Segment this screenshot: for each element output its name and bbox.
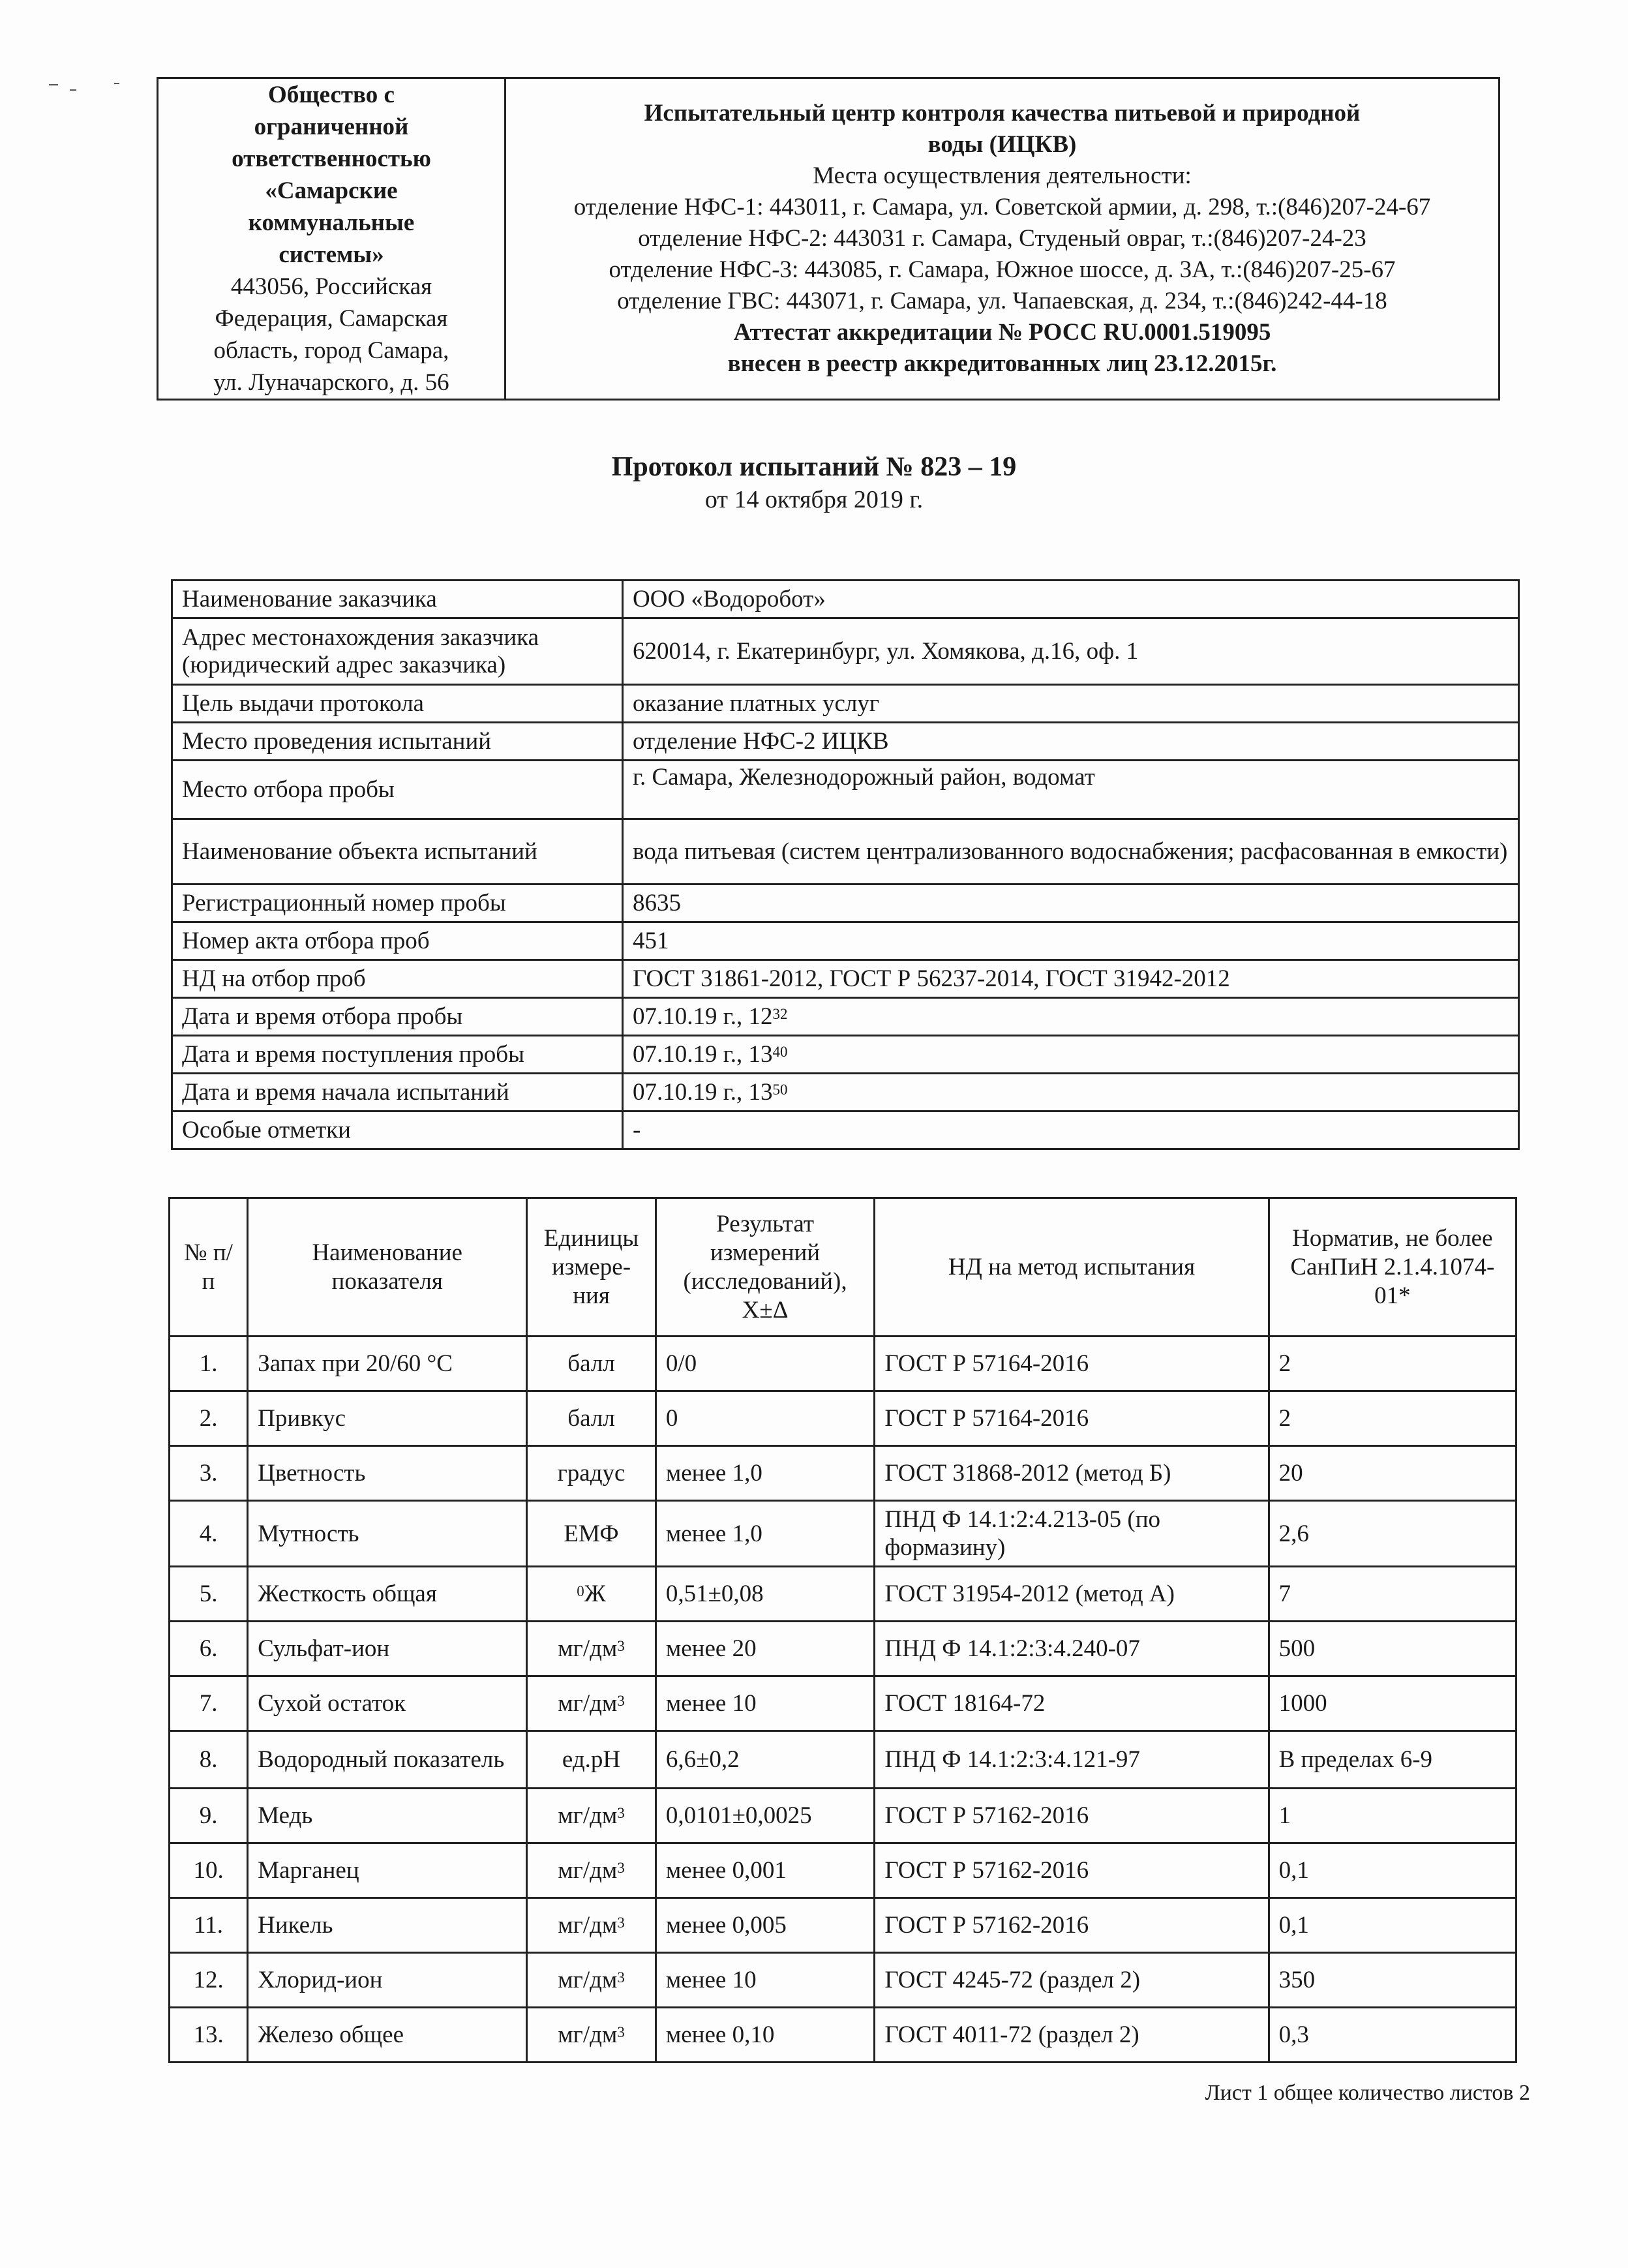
info-value — [623, 998, 1519, 1036]
info-value-text: 07.10.19 г., 13 — [633, 1078, 773, 1106]
row-number: 2. — [170, 1391, 248, 1446]
org-name-line: коммунальные — [248, 209, 415, 236]
indicator-name: Медь — [248, 1789, 527, 1843]
accreditation-line: Аттестат аккредитации № РОСС RU.0001.519095 — [733, 319, 1271, 346]
indicator-name: Привкус — [248, 1391, 527, 1446]
info-row — [172, 1036, 1519, 1074]
norm-value: 350 — [1269, 1953, 1516, 2008]
result-value: 0 — [656, 1391, 874, 1446]
info-value-text: оказание платных услуг — [633, 689, 880, 717]
info-row — [172, 1074, 1519, 1111]
indicator-name: Цветность — [248, 1446, 527, 1501]
info-row — [172, 960, 1519, 998]
unit — [527, 1789, 656, 1843]
indicator-name: Сухой остаток — [248, 1676, 527, 1731]
org-name-line: ответственностью — [232, 145, 431, 172]
unit-exponent: 3 — [617, 1805, 625, 1821]
row-number: 13. — [170, 2008, 248, 2063]
result-value: 0,0101±0,0025 — [656, 1789, 874, 1843]
indicator-name: Никель — [248, 1898, 527, 1953]
org-name-line: ограниченной — [254, 113, 409, 140]
org-address-line: область, город Самара, — [213, 337, 449, 364]
test-method: ГОСТ Р 57164-2016 — [875, 1391, 1269, 1446]
time-minutes: 40 — [772, 1043, 788, 1060]
info-value-text: 07.10.19 г., 12 — [633, 1003, 773, 1030]
unit-exponent: 3 — [617, 1860, 625, 1876]
unit — [527, 1843, 656, 1898]
row-number: 9. — [170, 1789, 248, 1843]
indicator-name: Марганец — [248, 1843, 527, 1898]
result-value: менее 10 — [656, 1676, 874, 1731]
col-header-result: Результат измерений (исследований), Х±Δ — [656, 1198, 874, 1337]
col-header-number: № п/п — [170, 1198, 248, 1337]
test-method: ГОСТ Р 57162-2016 — [875, 1843, 1269, 1898]
unit-text: балл — [567, 1405, 615, 1432]
row-number: 1. — [170, 1337, 248, 1391]
result-value: менее 1,0 — [656, 1501, 874, 1567]
info-key: Место проведения испытаний — [172, 723, 623, 761]
unit — [527, 1731, 656, 1789]
info-row — [172, 761, 1519, 819]
unit-exponent: 3 — [617, 1693, 625, 1709]
norm-value: 0,1 — [1269, 1898, 1516, 1953]
org-address-line: 443056, Российская — [230, 273, 432, 300]
unit-text: Ж — [584, 1580, 606, 1607]
lab-place-line: отделение ГВС: 443071, г. Самара, ул. Чапаевская, д. 234, т.:(846)242-44-18 — [617, 288, 1387, 314]
result-value: менее 0,10 — [656, 2008, 874, 2063]
unit-text: мг/дм — [558, 2021, 618, 2048]
info-value — [623, 581, 1519, 618]
unit-text: мг/дм — [558, 1912, 618, 1939]
result-row — [170, 2008, 1516, 2063]
col-header-norm: Норматив, не более СанПиН 2.1.4.1074-01* — [1269, 1198, 1516, 1337]
info-value — [623, 685, 1519, 723]
scan-specks — [49, 82, 127, 95]
unit — [527, 1622, 656, 1676]
row-number: 6. — [170, 1622, 248, 1676]
row-number: 8. — [170, 1731, 248, 1789]
info-value — [623, 819, 1519, 885]
row-number: 5. — [170, 1567, 248, 1622]
info-value — [623, 1111, 1519, 1149]
row-number: 10. — [170, 1843, 248, 1898]
norm-value: 0,1 — [1269, 1843, 1516, 1898]
lab-title-line: Испытательный центр контроля качества питьевой и природной — [644, 100, 1361, 127]
indicator-name: Сульфат-ион — [248, 1622, 527, 1676]
info-row — [172, 581, 1519, 618]
info-value-text: вода питьевая (систем централизованного водоснабжения; расфасованная в емкости) — [633, 838, 1508, 865]
info-value — [623, 618, 1519, 685]
info-key: Наименование объекта испытаний — [172, 819, 623, 885]
organization-cell — [158, 78, 505, 400]
result-row — [170, 1567, 1516, 1622]
unit — [527, 1953, 656, 2008]
test-method: ГОСТ 31868-2012 (метод Б) — [875, 1446, 1269, 1501]
info-key: Особые отметки — [172, 1111, 623, 1149]
norm-value: 0,3 — [1269, 2008, 1516, 2063]
lab-place-line: отделение НФС-3: 443085, г. Самара, Южное шоссе, д. 3А, т.:(846)207-25-67 — [609, 256, 1396, 283]
info-key: Наименование заказчика — [172, 581, 623, 618]
page-footer: Лист 1 общее количество листов 2 — [1205, 2081, 1530, 2105]
result-value: менее 10 — [656, 1953, 874, 2008]
org-address-line: ул. Луначарского, д. 56 — [213, 369, 449, 396]
info-value-text: 451 — [633, 927, 669, 954]
header-table — [157, 77, 1500, 401]
result-value: менее 0,005 — [656, 1898, 874, 1953]
norm-value: 2,6 — [1269, 1501, 1516, 1567]
unit-text: мг/дм — [558, 1690, 618, 1717]
info-key: Дата и время поступления пробы — [172, 1036, 623, 1074]
info-value-text: отделение НФС-2 ИЦКВ — [633, 727, 889, 755]
indicator-name: Запах при 20/60 °С — [248, 1337, 527, 1391]
info-value-text: ГОСТ 31861-2012, ГОСТ Р 56237-2014, ГОСТ 31942-2012 — [633, 965, 1230, 992]
indicator-name: Хлорид-ион — [248, 1953, 527, 2008]
test-method: ГОСТ 4245-72 (раздел 2) — [875, 1953, 1269, 2008]
info-row — [172, 723, 1519, 761]
test-method: ПНД Ф 14.1:2:4.213-05 (по формазину) — [875, 1501, 1269, 1567]
result-row — [170, 1446, 1516, 1501]
unit-exponent: 3 — [617, 1914, 625, 1931]
unit-text: ЕМФ — [564, 1520, 619, 1547]
info-key: Дата и время начала испытаний — [172, 1074, 623, 1111]
unit-exponent: 3 — [617, 1969, 625, 1986]
unit — [527, 1501, 656, 1567]
info-row — [172, 819, 1519, 885]
norm-value: 500 — [1269, 1622, 1516, 1676]
indicator-name: Мутность — [248, 1501, 527, 1567]
protocol-date: от 14 октября 2019 г. — [704, 486, 924, 513]
info-key: Цель выдачи протокола — [172, 685, 623, 723]
test-method: ГОСТ Р 57164-2016 — [875, 1337, 1269, 1391]
info-row — [172, 1111, 1519, 1149]
accreditation-line: внесен в реестр аккредитованных лиц 23.12.2015г. — [727, 350, 1277, 377]
org-address-line: Федерация, Самарская — [215, 305, 448, 332]
unit-text: мг/дм — [558, 1967, 618, 1993]
org-name-line: Общество с — [268, 82, 395, 108]
sample-info-table — [171, 579, 1520, 1150]
indicator-name: Железо общее — [248, 2008, 527, 2063]
result-row — [170, 1622, 1516, 1676]
row-number: 3. — [170, 1446, 248, 1501]
info-key: Адрес местонахождения заказчика (юридический адрес заказчика) — [172, 618, 623, 685]
info-value-text: ООО «Водоробот» — [633, 585, 826, 612]
lab-place-line: отделение НФС-2: 443031 г. Самара, Студеный овраг, т.:(846)207-24-23 — [638, 225, 1366, 252]
info-row — [172, 885, 1519, 922]
org-name-line: системы» — [279, 241, 384, 268]
unit-text: ед.рН — [562, 1746, 621, 1773]
col-header-method: НД на метод испытания — [875, 1198, 1269, 1337]
info-value — [623, 1036, 1519, 1074]
info-row — [172, 685, 1519, 723]
test-method: ГОСТ Р 57162-2016 — [875, 1898, 1269, 1953]
test-method: ГОСТ 4011-72 (раздел 2) — [875, 2008, 1269, 2063]
norm-value: 7 — [1269, 1567, 1516, 1622]
indicator-name: Водородный показатель — [248, 1731, 527, 1789]
unit-text: мг/дм — [558, 1802, 618, 1829]
lab-place-line: отделение НФС-1: 443011, г. Самара, ул. Советской армии, д. 298, т.:(846)207-24-67 — [573, 194, 1431, 220]
row-number: 7. — [170, 1676, 248, 1731]
result-value: менее 20 — [656, 1622, 874, 1676]
org-name-line: «Самарские — [265, 177, 398, 204]
norm-value: 20 — [1269, 1446, 1516, 1501]
unit — [527, 1567, 656, 1622]
info-value — [623, 761, 1519, 819]
info-row — [172, 922, 1519, 960]
col-header-indicator: Наименование показателя — [248, 1198, 527, 1337]
col-header-units: Единицы измере-ния — [527, 1198, 656, 1337]
result-value: 0,51±0,08 — [656, 1567, 874, 1622]
info-value-text: - — [633, 1116, 641, 1143]
info-value-text: 620014, г. Екатеринбург, ул. Хомякова, д.16, оф. 1 — [633, 637, 1139, 665]
info-key: Номер акта отбора проб — [172, 922, 623, 960]
info-key: Регистрационный номер пробы — [172, 885, 623, 922]
norm-value: В пределах 6-9 — [1269, 1731, 1516, 1789]
result-value: 6,6±0,2 — [656, 1731, 874, 1789]
result-row — [170, 1337, 1516, 1391]
info-value — [623, 960, 1519, 998]
info-row — [172, 998, 1519, 1036]
result-value: 0/0 — [656, 1337, 874, 1391]
info-value — [623, 723, 1519, 761]
norm-value: 2 — [1269, 1337, 1516, 1391]
row-number: 4. — [170, 1501, 248, 1567]
info-row — [172, 618, 1519, 685]
result-row — [170, 1843, 1516, 1898]
info-value-text: г. Самара, Железнодорожный район, водомат — [633, 764, 1095, 791]
result-value: менее 0,001 — [656, 1843, 874, 1898]
info-value — [623, 885, 1519, 922]
row-number: 11. — [170, 1898, 248, 1953]
info-key: Место отбора пробы — [172, 761, 623, 819]
protocol-title: Протокол испытаний № 823 – 19 — [611, 452, 1017, 482]
test-method: ГОСТ Р 57162-2016 — [875, 1789, 1269, 1843]
unit-text: мг/дм — [558, 1857, 618, 1884]
lab-places-label: Места осуществления деятельности: — [813, 162, 1192, 189]
norm-value: 1 — [1269, 1789, 1516, 1843]
unit-text: градус — [557, 1460, 626, 1487]
time-minutes: 32 — [772, 1005, 788, 1022]
unit — [527, 2008, 656, 2063]
results-table — [168, 1197, 1517, 2063]
unit — [527, 1337, 656, 1391]
time-minutes: 50 — [772, 1081, 788, 1098]
unit-exponent: 3 — [617, 1638, 625, 1654]
unit-text: мг/дм — [558, 1635, 618, 1662]
unit-exponent: 3 — [617, 2024, 625, 2040]
lab-info-cell — [505, 78, 1500, 400]
unit — [527, 1676, 656, 1731]
result-row — [170, 1731, 1516, 1789]
result-row — [170, 1898, 1516, 1953]
norm-value: 2 — [1269, 1391, 1516, 1446]
result-row — [170, 1789, 1516, 1843]
test-method: ГОСТ 18164-72 — [875, 1676, 1269, 1731]
info-key: НД на отбор проб — [172, 960, 623, 998]
result-row — [170, 1501, 1516, 1567]
info-value — [623, 922, 1519, 960]
test-method: ПНД Ф 14.1:2:3:4.240-07 — [875, 1622, 1269, 1676]
result-row — [170, 1391, 1516, 1446]
result-row — [170, 1676, 1516, 1731]
result-row — [170, 1953, 1516, 2008]
lab-title-line: воды (ИЦКВ) — [927, 131, 1077, 158]
indicator-name: Жесткость общая — [248, 1567, 527, 1622]
info-value-text: 07.10.19 г., 13 — [633, 1040, 773, 1068]
result-value: менее 1,0 — [656, 1446, 874, 1501]
info-value — [623, 1074, 1519, 1111]
info-value-text: 8635 — [633, 889, 681, 916]
test-method: ГОСТ 31954-2012 (метод А) — [875, 1567, 1269, 1622]
unit-text: балл — [567, 1350, 615, 1377]
info-key: Дата и время отбора пробы — [172, 998, 623, 1036]
unit — [527, 1898, 656, 1953]
unit — [527, 1391, 656, 1446]
unit-degree: 0 — [577, 1583, 584, 1599]
test-method: ПНД Ф 14.1:2:3:4.121-97 — [875, 1731, 1269, 1789]
row-number: 12. — [170, 1953, 248, 2008]
unit — [527, 1446, 656, 1501]
norm-value: 1000 — [1269, 1676, 1516, 1731]
